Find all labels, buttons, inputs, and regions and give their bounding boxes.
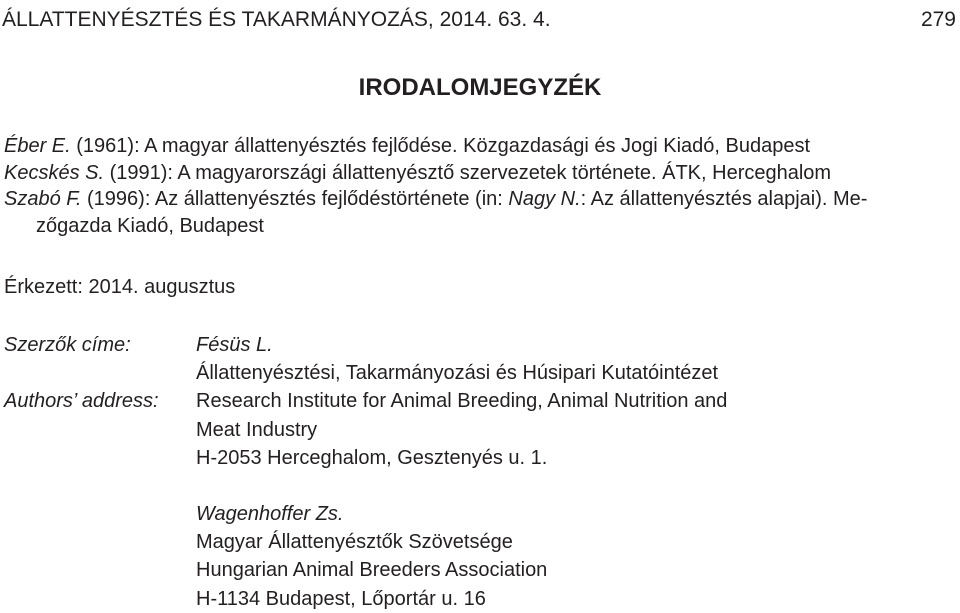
address-line: Magyar Állattenyésztők Szövetsége xyxy=(196,531,513,554)
reference-item xyxy=(4,186,954,239)
author-name: Fésüs L. xyxy=(196,334,273,356)
received-date: Érkezett: 2014. augusztus xyxy=(4,276,236,298)
author-name: Wagenhoffer Zs. xyxy=(196,503,344,525)
reference-item xyxy=(4,133,954,160)
address-label-english: Authors’ address: xyxy=(4,390,159,412)
reference-author: Szabó F. xyxy=(4,188,82,211)
reference-text: (1991): A magyarországi állattenyésztő szervezetek története. ÁTK, Herceghalom xyxy=(104,161,832,184)
author-address-block xyxy=(196,500,547,613)
reference-continuation: zőgazda Kiadó, Budapest xyxy=(36,214,264,237)
author-address-block xyxy=(196,331,727,472)
address-line: Állattenyésztési, Takarmányozási és Húsipari Kutatóintézet xyxy=(196,362,719,385)
address-line: H-2053 Herceghalom, Gesztenyés u. 1. xyxy=(196,446,548,469)
reference-text: (1961): A magyar állattenyésztés fejlődése. Közgazdasági és Jogi Kiadó, Budapest xyxy=(70,135,811,157)
reference-text: : Az állattenyésztés alapjai). Me- xyxy=(580,188,868,211)
address-line: Meat Industry xyxy=(196,418,318,441)
address-label-hungarian: Szerzők címe: xyxy=(4,334,131,356)
reference-text: (1996): Az állattenyésztés fejlődéstörténete (in: xyxy=(81,188,509,211)
page-number: 279 xyxy=(920,8,956,31)
address-line: H-1134 Budapest, Lőportár u. 16 xyxy=(196,587,486,610)
section-title: IRODALOMJEGYZÉK xyxy=(358,74,602,101)
reference-inline-author: Nagy N. xyxy=(508,188,581,211)
address-line: Research Institute for Animal Breeding, Animal Nutrition and xyxy=(196,390,728,413)
page-header xyxy=(2,4,956,36)
address-line: Hungarian Animal Breeders Association xyxy=(196,559,548,582)
journal-title: ÁLLATTENYÉSZTÉS ÉS TAKARMÁNYOZÁS, 2014. 63. 4. xyxy=(2,8,551,31)
reference-author: Kecskés S. xyxy=(4,161,105,184)
reference-item xyxy=(4,160,954,187)
reference-list xyxy=(4,133,954,239)
reference-author: Éber E. xyxy=(4,135,71,157)
